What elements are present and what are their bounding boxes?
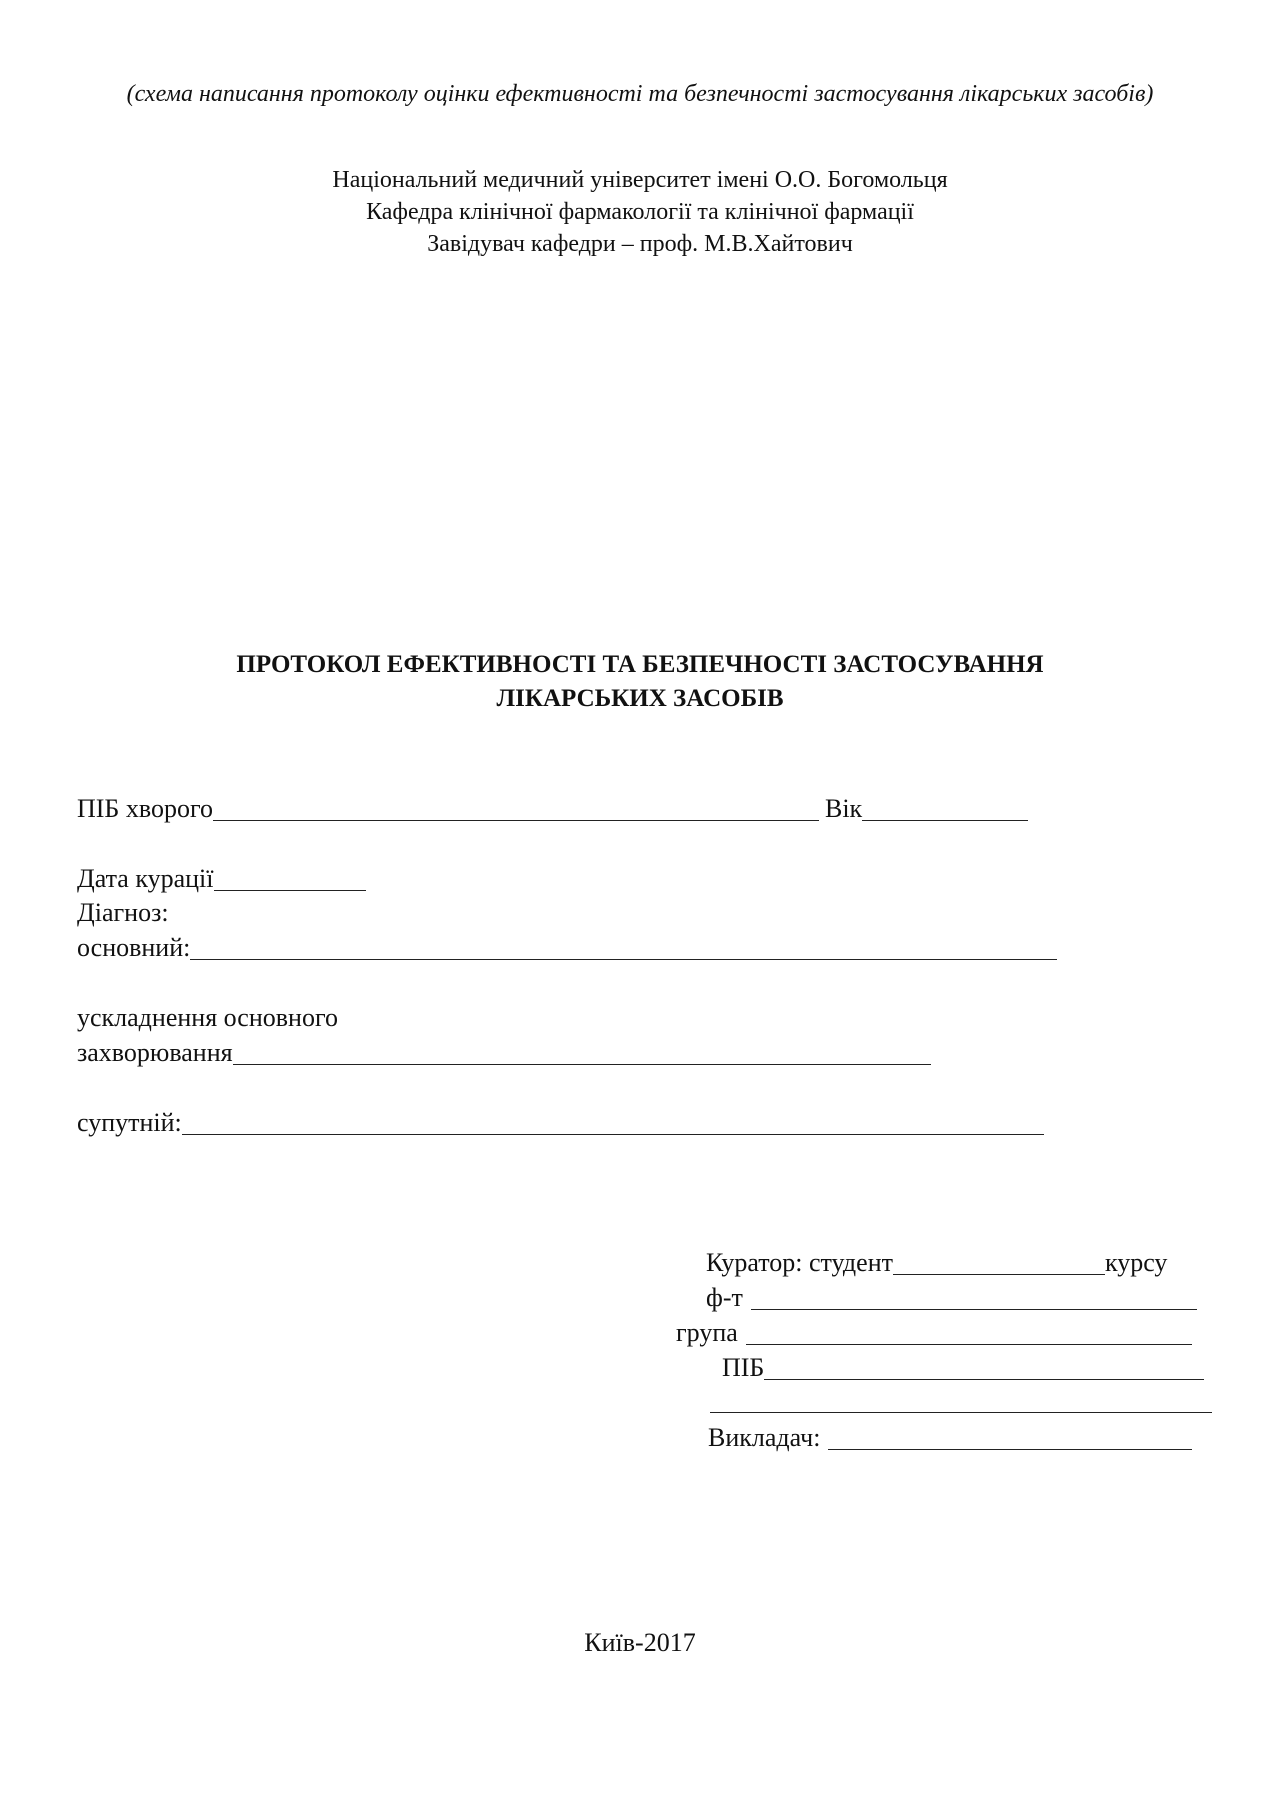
protocol-title-line-2: ЛІКАРСЬКИХ ЗАСОБІВ <box>496 685 784 712</box>
extra-line-row <box>710 1388 1212 1416</box>
student-name-row <box>722 1353 1204 1383</box>
student-name-label: ПІБ <box>722 1353 765 1382</box>
group-field[interactable] <box>746 1320 1192 1345</box>
course-label: курсу <box>1104 1248 1168 1277</box>
department-name: Кафедра клінічної фармакології та клінічної фармації <box>366 199 914 225</box>
patient-name-field[interactable] <box>213 796 819 821</box>
curator-label: Куратор: студент <box>706 1248 893 1277</box>
protocol-title-line-1: ПРОТОКОЛ ЕФЕКТИВНОСТІ ТА БЕЗПЕЧНОСТІ ЗАСТОСУВАННЯ <box>236 651 1044 678</box>
head-of-department: Завідувач кафедри – проф. М.В.Хайтович <box>427 231 853 257</box>
complications-label-line-2: захворювання <box>77 1038 233 1067</box>
patient-name-row <box>77 794 1028 824</box>
faculty-label: ф-т <box>706 1283 743 1312</box>
curation-date-label: Дата курації <box>77 864 214 893</box>
university-name: Національний медичний університет імені О.О. Богомольця <box>332 167 948 193</box>
curator-row <box>706 1248 1167 1278</box>
city-year: Київ-2017 <box>584 1628 696 1657</box>
faculty-field[interactable] <box>751 1285 1197 1310</box>
age-label: Вік <box>824 794 863 823</box>
concomitant-row <box>77 1108 1044 1138</box>
teacher-row <box>708 1423 1192 1453</box>
group-label: група <box>676 1318 738 1347</box>
protocol-title <box>0 648 1280 716</box>
complications-label-line-1: ускладнення основного <box>77 1003 338 1032</box>
concomitant-label: супутній: <box>77 1108 182 1137</box>
complications-field[interactable] <box>233 1040 931 1065</box>
concomitant-field[interactable] <box>182 1110 1044 1135</box>
patient-name-label: ПІБ хворого <box>77 794 213 823</box>
group-row <box>676 1318 1192 1348</box>
extra-name-field[interactable] <box>710 1388 1212 1413</box>
teacher-field[interactable] <box>828 1425 1192 1450</box>
faculty-row <box>706 1283 1197 1313</box>
curation-date-row <box>77 864 366 894</box>
curator-course-field[interactable] <box>893 1250 1105 1275</box>
teacher-label: Викладач: <box>708 1423 821 1452</box>
main-diagnosis-row <box>77 933 1057 963</box>
age-field[interactable] <box>862 796 1028 821</box>
scheme-note: (схема написання протоколу оцінки ефективності та безпечності застосування лікарських засобів) <box>126 81 1154 107</box>
institution-block <box>0 164 1280 260</box>
complications-row <box>77 1038 931 1068</box>
student-name-field[interactable] <box>764 1355 1204 1380</box>
diagnosis-label: Діагноз: <box>77 898 169 927</box>
main-diagnosis-field[interactable] <box>190 935 1057 960</box>
main-diagnosis-label: основний: <box>77 933 191 962</box>
curation-date-field[interactable] <box>214 866 366 891</box>
